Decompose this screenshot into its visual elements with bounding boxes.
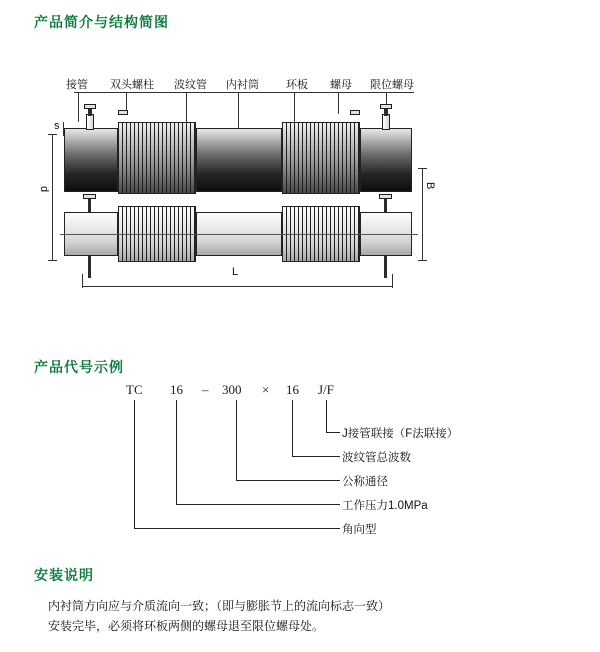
code-tick-series xyxy=(134,528,340,529)
install-note-1: 内衬筒方向应与介质流向一致；（即与膨胀节上的流向标志一致） xyxy=(48,599,391,613)
section-title-code: 产品代号示例 xyxy=(34,359,124,375)
code-desc-diameter: 公称通径 xyxy=(342,476,388,488)
code-tick-waves xyxy=(292,456,340,457)
left-stub-pipe xyxy=(64,128,118,192)
right-stud-lower-bottom xyxy=(384,256,387,278)
dimension-tick-l-left xyxy=(82,274,83,288)
code-desc-series: 角向型 xyxy=(342,524,377,536)
dimension-line-s xyxy=(63,122,64,136)
structure-diagram xyxy=(30,60,570,290)
dimension-label-d: d xyxy=(38,186,50,193)
dimension-tick-b-top xyxy=(418,168,427,169)
code-token-diameter: 300 xyxy=(222,382,242,397)
right-nut-lower xyxy=(379,194,392,199)
right-lug-plate xyxy=(382,114,390,130)
callout-label-inlet-pipe: 接管 xyxy=(66,79,88,91)
dimension-line-b xyxy=(422,168,423,260)
code-desc-pressure: 工作压力1.0MPa xyxy=(342,500,428,512)
code-desc-connection: J接管联接（F法联接） xyxy=(342,428,459,440)
code-token-connection: J/F xyxy=(318,382,334,397)
lead-line-1 xyxy=(78,92,79,122)
section-title-install: 安装说明 xyxy=(34,567,94,583)
dimension-line-d xyxy=(52,134,53,260)
callout-label-limit-nut: 限位螺母 xyxy=(370,79,414,91)
code-line-series xyxy=(134,400,135,528)
left-lug-plate xyxy=(86,114,94,130)
right-stub-pipe xyxy=(360,128,412,192)
center-line xyxy=(60,234,418,235)
dimension-label-b: B xyxy=(424,182,436,190)
code-line-diameter xyxy=(236,400,237,480)
middle-body xyxy=(196,128,282,192)
left-limit-nut xyxy=(118,110,128,115)
callout-label-ring-plate: 环板 xyxy=(286,79,308,91)
dimension-label-l: L xyxy=(232,266,239,278)
callout-label-nut: 螺母 xyxy=(330,79,352,91)
right-limit-nut xyxy=(350,110,360,115)
dimension-tick-l-right xyxy=(392,274,393,288)
install-notes xyxy=(48,596,568,636)
code-token-pressure: 16 xyxy=(170,382,183,397)
left-bellows xyxy=(118,122,196,194)
code-tick-pressure xyxy=(176,504,340,505)
section-title-structure: 产品简介与结构简图 xyxy=(34,14,169,30)
dimension-line-l xyxy=(82,286,392,287)
callout-label-liner: 内衬筒 xyxy=(226,79,259,91)
left-nut xyxy=(84,104,96,109)
code-token-dash: – xyxy=(202,382,209,397)
code-line-connection xyxy=(326,400,327,432)
code-desc-waves: 波纹管总波数 xyxy=(342,452,411,464)
code-token-waves: 16 xyxy=(286,382,299,397)
install-note-2: 安装完毕，必须将环板两侧的螺母退至限位螺母处。 xyxy=(48,619,325,633)
left-stud-lower-bottom xyxy=(88,256,91,278)
dimension-label-s: s xyxy=(54,120,60,132)
callout-label-double-stud: 双头螺柱 xyxy=(110,79,154,91)
lead-line-6 xyxy=(338,92,339,114)
callout-label-bellows: 波纹管 xyxy=(174,79,207,91)
product-code-diagram xyxy=(110,380,530,536)
left-nut-lower xyxy=(83,194,96,199)
code-token-series: TC xyxy=(126,382,143,397)
callout-guide-line xyxy=(74,92,414,93)
code-tick-connection xyxy=(326,432,340,433)
code-line-pressure xyxy=(176,400,177,504)
dimension-tick-d-bottom xyxy=(48,260,57,261)
dimension-tick-b-bottom xyxy=(418,260,427,261)
code-tick-diameter xyxy=(236,480,340,481)
right-nut xyxy=(380,104,392,109)
right-bellows xyxy=(282,122,360,194)
dimension-tick-d-top xyxy=(48,134,57,135)
code-line-waves xyxy=(292,400,293,456)
lead-line-5 xyxy=(294,92,295,126)
code-token-times: × xyxy=(262,382,270,397)
